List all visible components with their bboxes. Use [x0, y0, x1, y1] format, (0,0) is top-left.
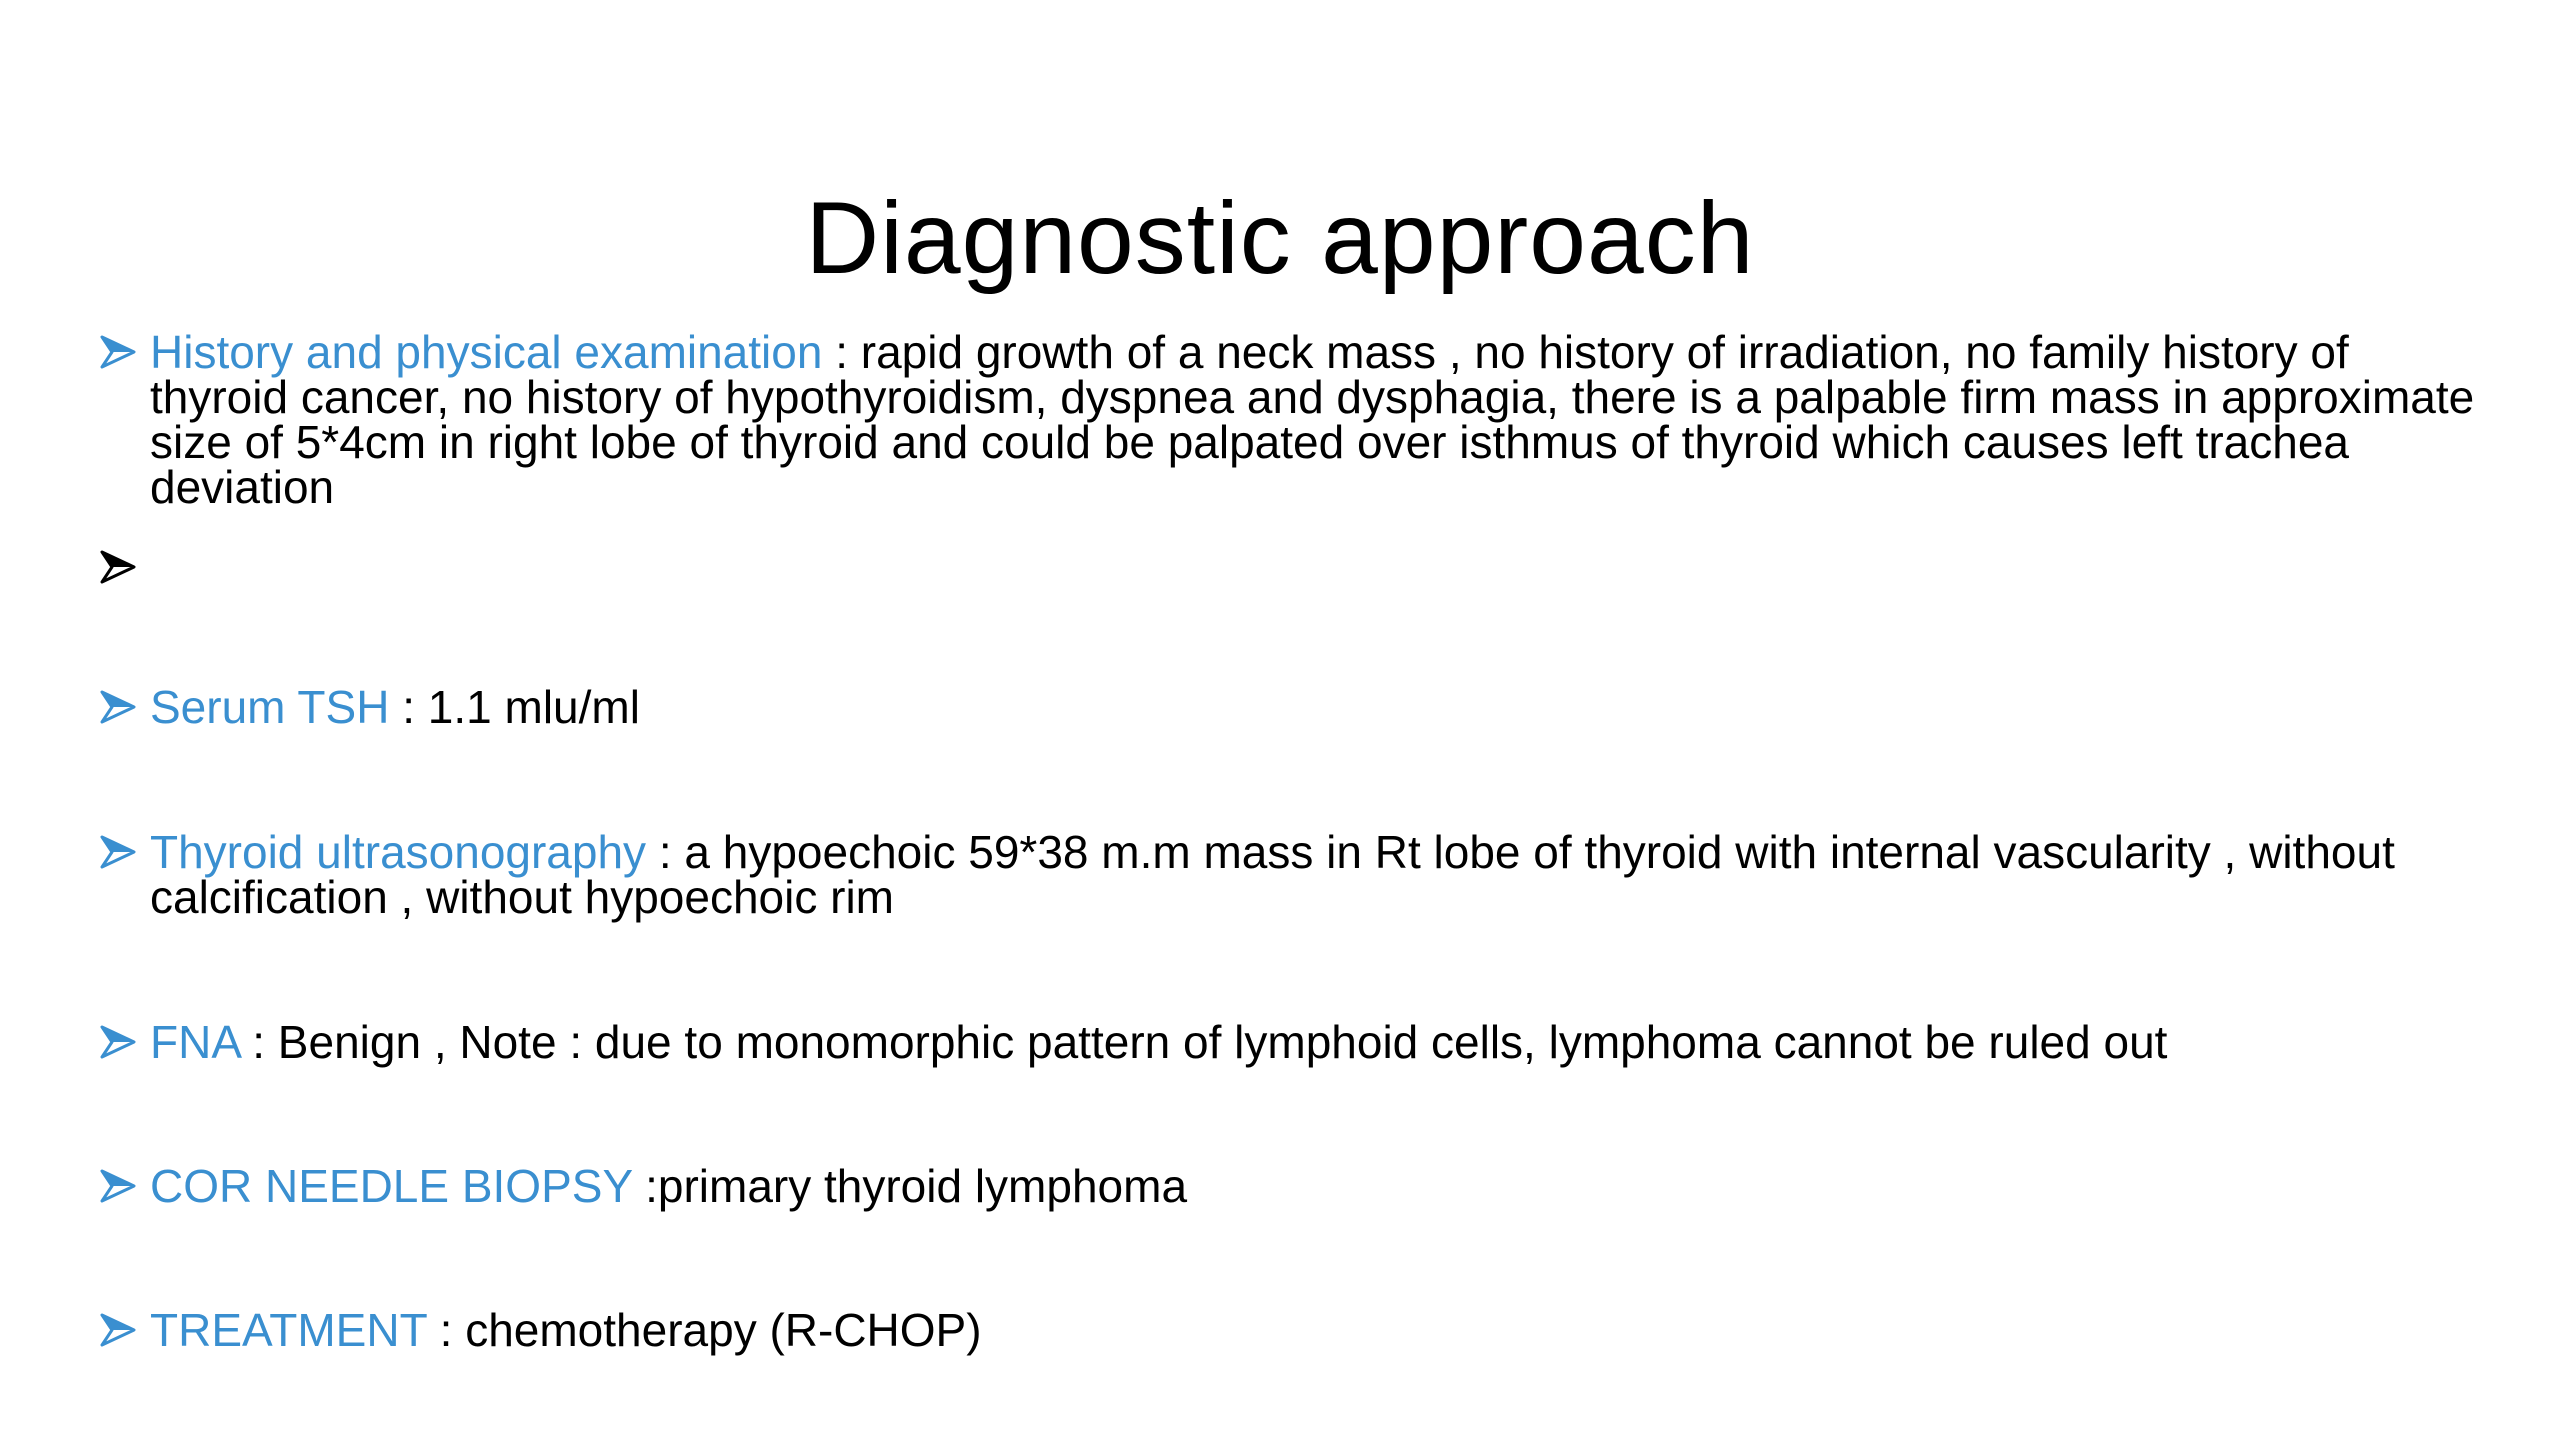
- arrowhead-bullet-icon: [100, 834, 136, 870]
- bullet-label: FNA: [150, 1016, 240, 1068]
- bullet-fna: [100, 1016, 2480, 1068]
- bullet-text: : Benign , Note : due to monomorphic pattern of lymphoid cells, lymphoma cannot be ruled out: [239, 1016, 2168, 1068]
- bullet-label: TREATMENT: [150, 1304, 427, 1356]
- bullet-text: : chemotherapy (R-CHOP): [426, 1304, 982, 1356]
- bullet-text: : 1.1 mlu/ml: [389, 681, 640, 733]
- bullet-thyroid-ultrasonography: [100, 826, 2480, 923]
- bullet-history-physical: [100, 326, 2480, 513]
- arrowhead-bullet-icon: [100, 334, 136, 370]
- bullet-text: : a hypoechoic 59*38 m.m mass in Rt lobe of thyroid with internal vascularity , without calcification , without hypoechoic rim: [150, 826, 2395, 923]
- bullet-serum-tsh: [100, 681, 2480, 733]
- slide-title: Diagnostic approach: [805, 181, 1755, 296]
- arrowhead-bullet-icon: [100, 689, 136, 725]
- bullet-text: : rapid growth of a neck mass , no history of irradiation, no family history of thyroid cancer, no history of hypothyroidism, dyspnea and dysphagia, there is a palpable firm mass in approximate size of 5*4cm in right lobe of thyroid and could be palpated over isthmus of thyroid which causes left trachea deviation: [150, 326, 2475, 513]
- bullet-treatment: [100, 1304, 2480, 1356]
- arrowhead-bullet-icon: [100, 1024, 136, 1060]
- bullet-label: COR NEEDLE BIOPSY: [150, 1160, 633, 1212]
- bullet-label: History and physical examination: [150, 326, 823, 378]
- bullet-label: Serum TSH: [150, 681, 390, 733]
- arrowhead-bullet-icon: [100, 549, 136, 585]
- arrowhead-bullet-icon: [100, 1312, 136, 1348]
- bullet-core-needle-biopsy: [100, 1160, 2480, 1212]
- bullet-text: :primary thyroid lymphoma: [632, 1160, 1188, 1212]
- arrowhead-bullet-icon: [100, 1168, 136, 1204]
- bullet-label: Thyroid ultrasonography: [150, 826, 647, 878]
